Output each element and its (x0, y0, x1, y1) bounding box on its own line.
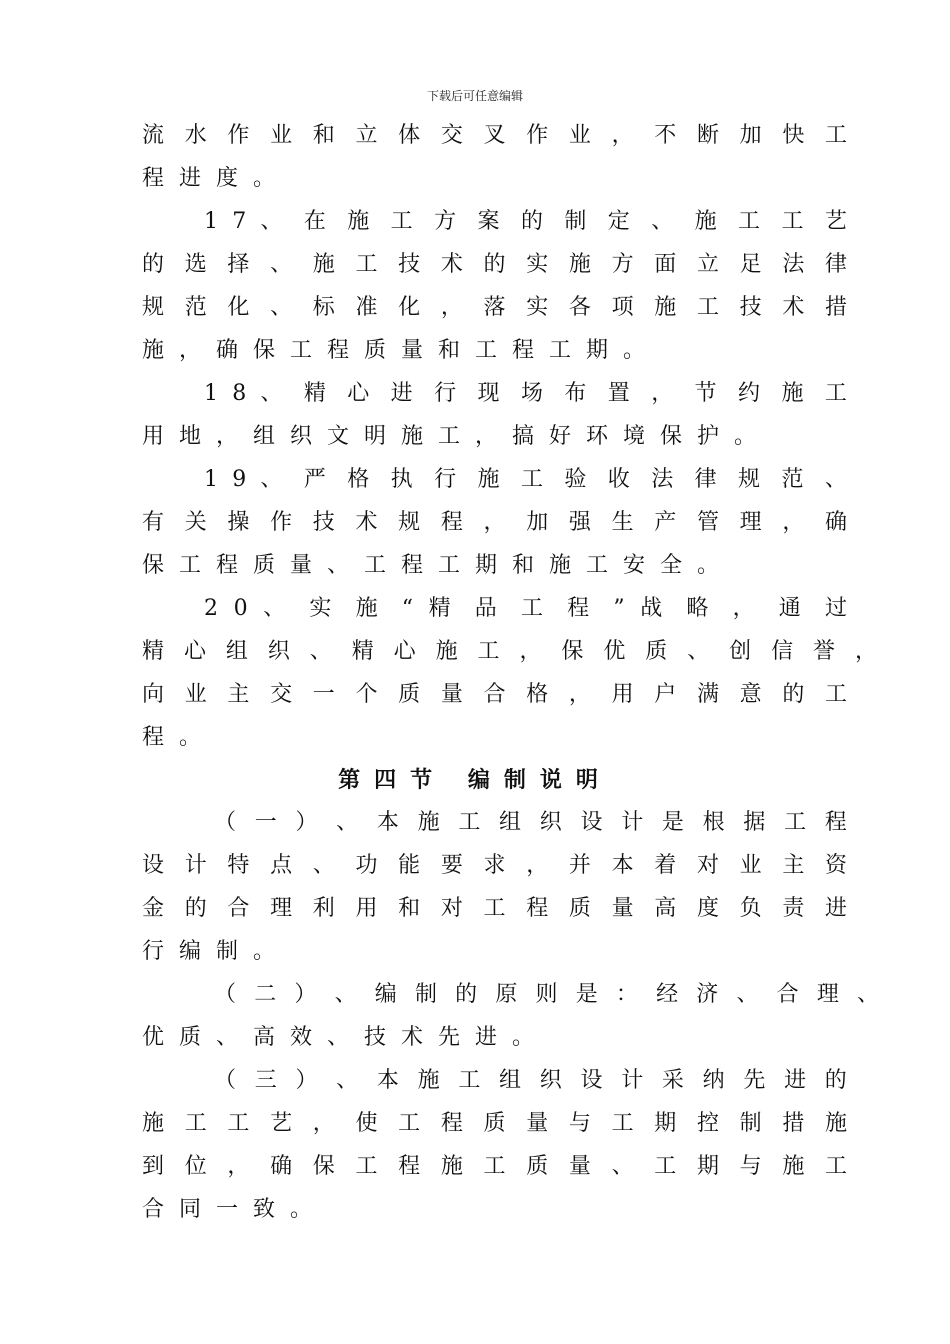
section-heading: 第四节 编制说明 (338, 767, 612, 793)
text-line: 精 心 组 织 、 精 心 施 工 ， 保 优 质 、 创 信 誉 ， (142, 639, 877, 664)
text-line: 保工程质量、工程工期和施工安全。 (142, 553, 735, 578)
text-line: 金 的 合 理 利 用 和 对 工 程 质 量 高 度 负 责 进 (142, 896, 848, 921)
text-line: 施，确保工程质量和工程工期。 (142, 338, 661, 363)
text-line: （ 三 ） 、 本 施 工 组 织 设 计 采 纳 先 进 的 (214, 1068, 847, 1093)
text-line: 优质、高效、技术先进。 (142, 1025, 550, 1050)
text-line: （ 一 ） 、 本 施 工 组 织 设 计 是 根 据 工 程 (214, 810, 847, 835)
text-line: 向 业 主 交 一 个 质 量 合 格 ， 用 户 满 意 的 工 (142, 682, 848, 707)
text-line: 的 选 择 、 施 工 技 术 的 实 施 方 面 立 足 法 律 (142, 252, 848, 277)
text-line: 1 9 、 严 格 执 行 施 工 验 收 法 律 规 范 、 (204, 467, 847, 492)
text-line: 1 8 、 精 心 进 行 现 场 布 置 ， 节 约 施 工 (204, 381, 847, 406)
text-line: 设 计 特 点 、 功 能 要 求 ， 并 本 着 对 业 主 资 (142, 853, 848, 878)
text-line: 程进度。 (142, 166, 291, 191)
text-line: 到 位 ， 确 保 工 程 施 工 质 量 、 工 期 与 施 工 (142, 1154, 848, 1179)
text-line: 有 关 操 作 技 术 规 程 ， 加 强 生 产 管 理 ， 确 (142, 510, 848, 535)
text-line: 规 范 化 、 标 准 化 ， 落 实 各 项 施 工 技 术 措 (142, 295, 848, 320)
text-line: 1 7 、 在 施 工 方 案 的 制 定 、 施 工 工 艺 (204, 209, 847, 234)
page-header-note: 下载后可任意编辑 (426, 89, 523, 103)
text-line: 行编制。 (142, 939, 291, 964)
text-line: 程。 (142, 725, 217, 750)
text-line: 用地，组织文明施工，搞好环境保护。 (142, 424, 772, 449)
text-line: （ 二 ） 、 编 制 的 原 则 是 ： 经 济 、 合 理 、 (214, 982, 880, 1007)
text-line: 合同一致。 (142, 1197, 328, 1222)
text-line: 2 0 、 实 施 “ 精 品 工 程 ” 战 略 ， 通 过 (204, 596, 847, 621)
text-line: 流 水 作 业 和 立 体 交 叉 作 业 ， 不 断 加 快 工 (142, 123, 848, 148)
text-line: 施 工 工 艺 ， 使 工 程 质 量 与 工 期 控 制 措 施 (142, 1111, 848, 1136)
